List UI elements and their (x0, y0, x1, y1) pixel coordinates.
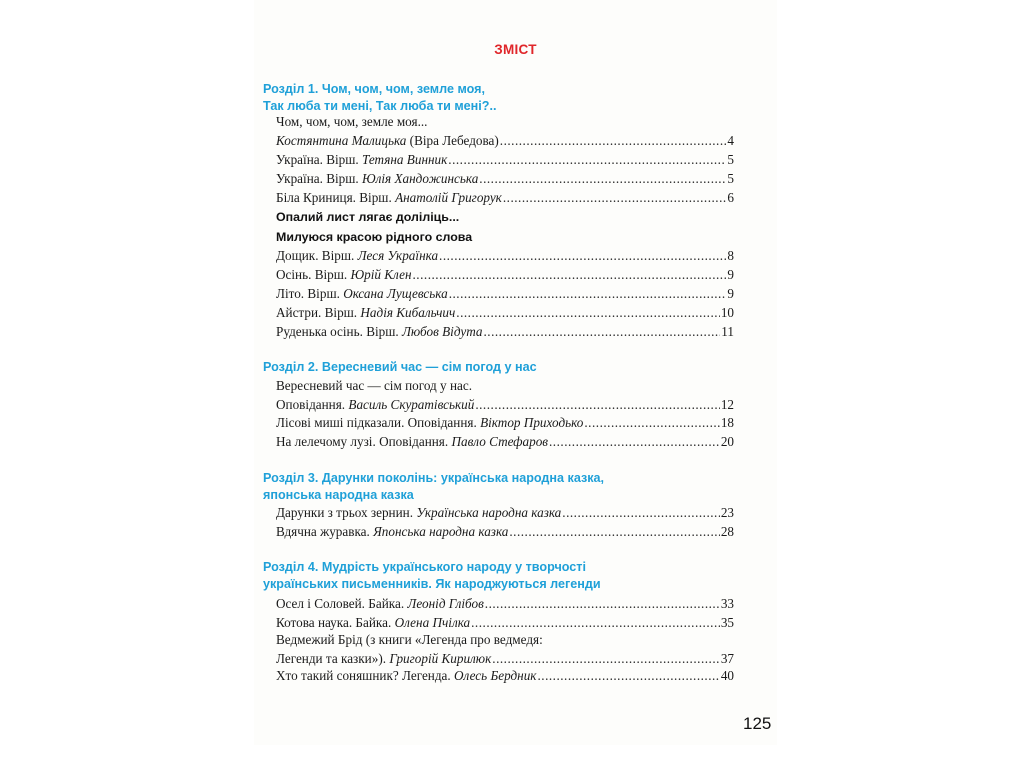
entry-author: Леонід Глібов (407, 596, 484, 611)
entry-title: Осінь. Вірш. (276, 267, 351, 282)
entry-page: 10 (720, 305, 734, 320)
leader-dots (475, 395, 719, 414)
leader-dots (503, 188, 727, 207)
toc-entry[interactable] (276, 265, 734, 284)
entry-page: 23 (720, 505, 734, 520)
toc-entry[interactable] (276, 432, 734, 451)
entry-page: 28 (720, 524, 734, 539)
section-heading-line: українських письменників. Як народжуються легенди (263, 577, 601, 591)
section-heading (263, 81, 743, 115)
entry-title: На лелечому лузі. Оповідання. (276, 434, 452, 449)
entry-title: Котова наука. Байка. (276, 615, 395, 630)
toc-entry[interactable] (276, 630, 734, 668)
entry-page: 20 (720, 434, 734, 449)
leader-dots (449, 284, 727, 303)
leader-dots (413, 265, 727, 284)
entry-page: 37 (720, 651, 734, 666)
page-title: ЗМІСТ (494, 42, 537, 57)
toc-entry[interactable] (276, 594, 734, 613)
entry-page: 35 (720, 615, 734, 630)
section-heading-line: Розділ 1. Чом, чом, чом, земле моя, (263, 82, 485, 96)
entry-page: 5 (727, 171, 734, 186)
leader-dots (549, 432, 720, 451)
subsection-heading (276, 208, 746, 247)
entry-author: Анатолій Григорук (395, 190, 502, 205)
toc-entry[interactable] (276, 112, 734, 150)
leader-dots (584, 413, 719, 432)
section-heading (263, 359, 743, 376)
toc-entry[interactable] (276, 322, 734, 341)
toc-entry[interactable] (276, 522, 734, 541)
toc-entry[interactable] (276, 413, 734, 432)
entry-page: 33 (720, 596, 734, 611)
leader-dots (439, 246, 726, 265)
section-heading-line: Розділ 4. Мудрість українського народу у творчості (263, 560, 586, 574)
entry-title: Вересневий час — сім погод у нас. (276, 378, 473, 393)
entry-author: Костянтина Малицька (276, 133, 407, 148)
entry-title: Вдячна журавка. (276, 524, 374, 539)
entry-page: 40 (720, 668, 734, 683)
leader-dots (456, 303, 720, 322)
toc-entry[interactable] (276, 284, 734, 303)
section-heading (263, 470, 743, 504)
entry-title: Дощик. Вірш. (276, 248, 358, 263)
subsection-heading-line: Опалий лист лягає доліліць... (276, 210, 460, 224)
entry-extra: (Віра Лебедова) (406, 133, 499, 148)
entry-author: Віктор Приходько (480, 415, 584, 430)
entry-author: Юрій Клен (350, 267, 412, 282)
entry-title: Дарунки з трьох зернин. (276, 505, 417, 520)
entry-author: Японська народна казка (373, 524, 509, 539)
section-heading-line: японська народна казка (263, 488, 414, 502)
entry-author: Василь Скуратівський (348, 397, 475, 412)
toc-entry[interactable] (276, 503, 734, 522)
entry-author: Оксана Лущевська (343, 286, 448, 301)
entry-title: Лісові миші підказали. Оповідання. (276, 415, 481, 430)
section-heading-line: Так люба ти мені, Так люба ти мені?.. (263, 99, 497, 113)
entry-page: 4 (727, 133, 734, 148)
entry-title: Айстри. Вірш. (276, 305, 361, 320)
entry-page: 9 (727, 286, 734, 301)
toc-entry[interactable] (276, 188, 734, 207)
section-heading-line: Розділ 2. Вересневий час — сім погод у нас (263, 360, 537, 374)
entry-title: Легенди та казки»). (276, 651, 390, 666)
entry-author: Надія Кибальчич (360, 305, 456, 320)
leader-dots (537, 666, 719, 685)
entry-author: Тетяна Винник (362, 152, 448, 167)
leader-dots (562, 503, 720, 522)
page-number: 125 (743, 714, 772, 733)
entry-author: Олесь Бердник (454, 668, 537, 683)
entry-author: Павло Стефаров (451, 434, 549, 449)
entry-title: Руденька осінь. Вірш. (276, 324, 402, 339)
entry-page: 5 (727, 152, 734, 167)
entry-title: Україна. Вірш. (276, 152, 363, 167)
leader-dots (485, 594, 720, 613)
entry-page: 11 (721, 324, 734, 339)
entry-page: 18 (720, 415, 734, 430)
entry-author: Юлія Хандожинська (362, 171, 479, 186)
toc-entry[interactable] (276, 169, 734, 188)
toc-entry[interactable] (276, 376, 734, 414)
entry-author: Олена Пчілка (394, 615, 471, 630)
entry-author: Леся Українка (357, 248, 439, 263)
section-heading-line: Розділ 3. Дарунки поколінь: українська народна казка, (263, 471, 605, 485)
entry-title: Чом, чом, чом, земле моя... (276, 114, 428, 129)
toc-entry[interactable] (276, 150, 734, 169)
entry-page: 12 (720, 397, 734, 412)
entry-title: Осел і Соловей. Байка. (276, 596, 408, 611)
section-heading (263, 559, 743, 593)
leader-dots (509, 522, 719, 541)
entry-page: 9 (727, 267, 734, 282)
entry-title: Україна. Вірш. (276, 171, 363, 186)
entry-author: Григорій Кирилюк (389, 651, 492, 666)
entry-title: Оповідання. (276, 397, 349, 412)
entry-title: Хто такий соняшник? Легенда. (276, 668, 455, 683)
entry-author: Українська народна казка (416, 505, 562, 520)
entry-title: Ведмежий Брід (з книги «Легенда про ведмедя: (276, 632, 543, 647)
entry-author: Любов Відута (402, 324, 483, 339)
leader-dots (448, 150, 726, 169)
subsection-heading-line: Милуюся красою рідного слова (276, 229, 473, 244)
leader-dots (479, 169, 726, 188)
entry-page: 8 (727, 248, 734, 263)
entry-title: Літо. Вірш. (276, 286, 344, 301)
toc-entry[interactable] (276, 303, 734, 322)
toc-entry[interactable] (276, 246, 734, 265)
leader-dots (483, 322, 720, 341)
toc-entry[interactable] (276, 666, 734, 685)
entry-title: Біла Криниця. Вірш. (276, 190, 396, 205)
leader-dots (500, 131, 727, 150)
entry-page: 6 (727, 190, 734, 205)
